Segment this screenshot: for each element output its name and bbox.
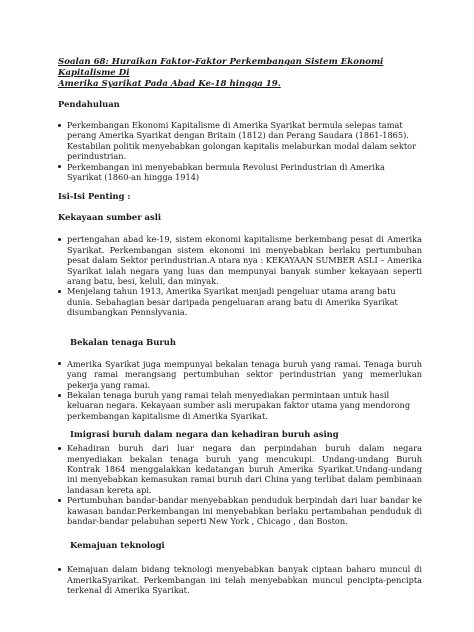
heading-imigrasi: Imigrasi buruh dalam negara dan kehadiran buruh asing [70, 429, 339, 440]
list-item: Perkembangan Ekonomi Kapitalisme di Amerika Syarikat bermula selepas tamat perang Amerika Syarikat dengan Britain (1812) dan Perang Saudara (1861-1865). Kestabilan politik menyebabkan golongan kapitalis melaburkan modal dalam sektor perindustrian. [58, 120, 422, 162]
list-item: Kehadiran buruh dari luar negara dan perpindahan buruh dalam negara menyediakan bekalan tenaga buruh yang mencukupi. Undang-undang Buruh Kontrak 1864 menggalakkan kedatangan buruh Amerika Syarikat.Undang-undang ini menyebabkan kemasukan ramai buruh dari China yang terlibat dalam pembinaan landasan kereta api. [58, 443, 422, 495]
heading-pendahuluan: Pendahuluan [58, 99, 120, 109]
heading-kekayaan: Kekayaan sumber asli [58, 212, 162, 223]
list-kekayaan [58, 234, 422, 317]
list-teknologi [58, 564, 422, 595]
list-pendahuluan [58, 120, 422, 182]
list-buruh [58, 359, 422, 421]
list-item: pertengahan abad ke-19, sistem ekonomi kapitalisme berkembang pesat di Amerika Syarikat. Perkembangan sistem ekonomi ini menyebabkan berlaku pertumbuhan pesat dalam Sektor perindustrian.A ntara nya : KEKAYAAN SUMBER ASLI – Amerika Syarikat ialah negara yang luas dan mempunyai banyak sumber kekayaan seperti arang batu, besi, keluli, dan minyak. [58, 234, 422, 286]
list-imigrasi [58, 443, 422, 526]
title-line-2: Amerika Syarikat Pada Abad Ke-18 hingga 19. [58, 79, 281, 89]
heading-isi-penting: Isi-Isi Penting : [58, 191, 131, 202]
list-item: Kemajuan dalam bidang teknologi menyebabkan banyak ciptaan baharu muncul di AmerikaSyarikat. Perkembangan ini telah menyebabkan muncul pencipta-pencipta terkenal di Amerika Syarikat. [58, 564, 422, 595]
list-item: Menjelang tahun 1913, Amerika Syarikat menjadi pengeluar utama arang batu dunia. Sebahagian besar daripada pengeluaran arang batu di Amerika Syarikat disumbangkan Pennslyvania. [58, 286, 422, 317]
list-item: Perkembangan ini menyebabkan bermula Revolusi Perindustrian di Amerika Syarikat (1860-an hingga 1914) [58, 162, 422, 183]
list-item: Bekalan tenaga buruh yang ramai telah menyediakan permintaan untuk hasil keluaran negara. Kekayaan sumber asli merupakan faktor utama yang mendorong perkembangan kapitalisme di Amerika Syarikat. [58, 390, 422, 421]
list-item: Amerika Syarikat juga mempunyai bekalan tenaga buruh yang ramai. Tenaga buruh yang ramai merangsang pertumbuhan sektor perindustrian yang memerlukan pekerja yang ramai. [58, 359, 422, 390]
list-item: Pertumbuhan bandar-bandar menyebabkan penduduk berpindah dari luar bandar ke kawasan bandar.Perkembangan ini menyebabkan berlaku pertambahan penduduk di bandar-bandar pelabuhan seperti New York , Chicago , dan Boston. [58, 495, 422, 526]
question-title [58, 57, 422, 90]
heading-buruh: Bekalan tenaga Buruh [70, 336, 176, 347]
heading-teknologi: Kemajuan teknologi [70, 540, 165, 551]
title-line-1: Soalan 68: Huraikan Faktor-Faktor Perkembangan Sistem Ekonomi Kapitalisme Di [58, 57, 384, 78]
